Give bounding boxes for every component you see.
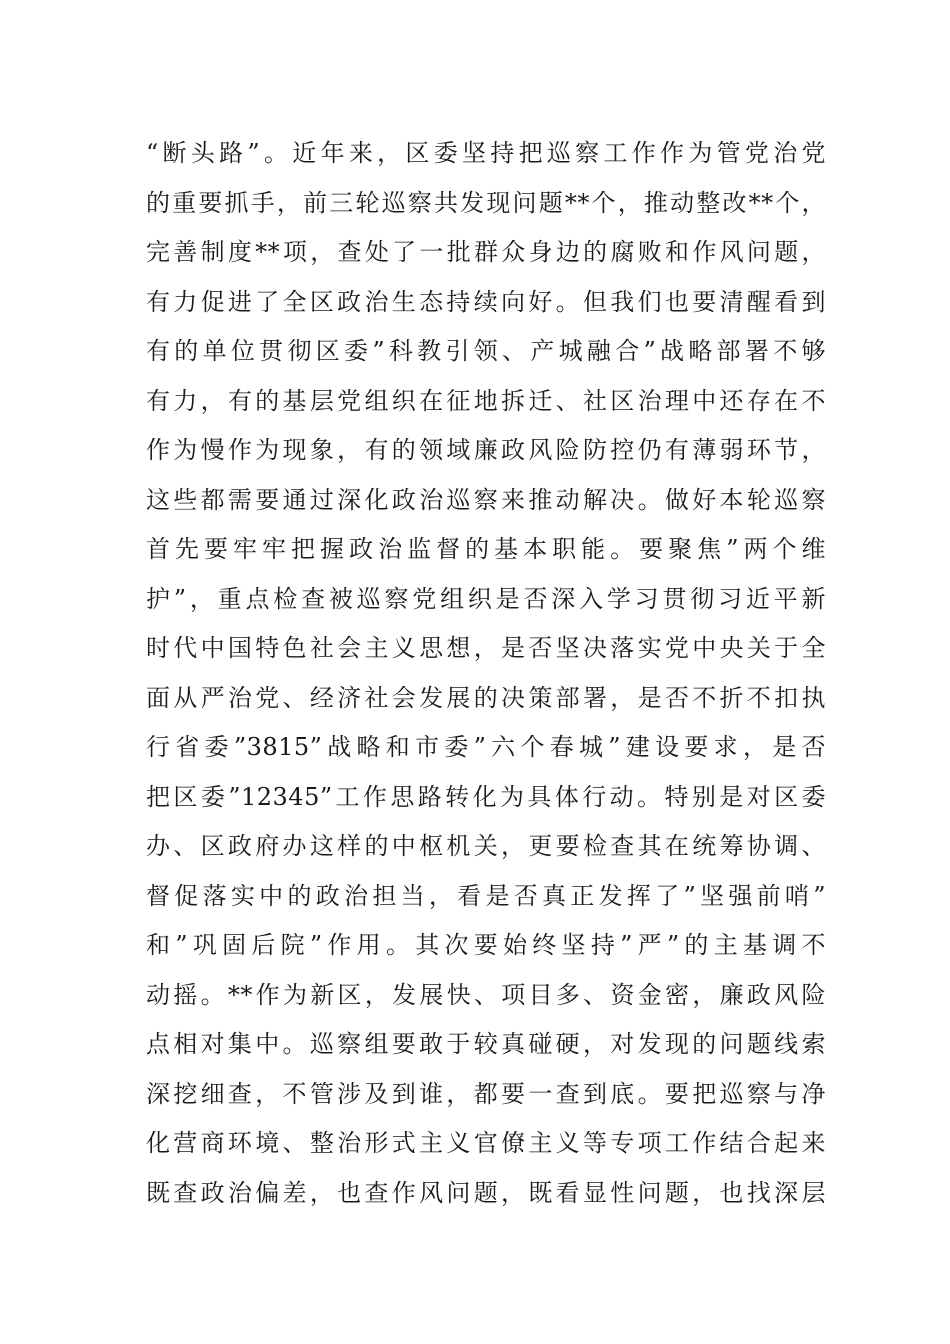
text-line: 化营商环境、整治形式主义官僚主义等专项工作结合起来 [146, 1129, 826, 1157]
text-line: 把区委”12345”工作思路转化为具体行动。特别是对区委 [146, 782, 826, 811]
text-line: “断头路”。近年来，区委坚持把巡察工作作为管党治党 [146, 139, 826, 167]
text-line: 和”巩固后院”作用。其次要始终坚持”严”的主基调不 [146, 931, 826, 959]
text-line: 动摇。**作为新区，发展快、项目多、资金密，廉政风险 [146, 980, 826, 1009]
text-line: 有力，有的基层党组织在征地拆迁、社区治理中还存在不 [146, 386, 826, 415]
text-line: 这些都需要通过深化政治巡察来推动解决。做好本轮巡察 [146, 485, 826, 514]
text-line: 行省委”3815”战略和市委”六个春城”建设要求，是否 [146, 733, 826, 761]
text-line: 办、区政府办这样的中枢机关，更要检查其在统筹协调、 [146, 832, 826, 860]
text-line: 首先要牢牢把握政治监督的基本职能。要聚焦”两个维 [146, 535, 826, 563]
text-line: 点相对集中。巡察组要敢于较真碰硬，对发现的问题线索 [146, 1030, 826, 1058]
text-line: 作为慢作为现象，有的领域廉政风险防控仍有薄弱环节， [146, 436, 826, 464]
text-line: 督促落实中的政治担当，看是否真正发挥了”坚强前哨” [146, 881, 826, 910]
body-text [146, 129, 826, 1218]
text-line: 有的单位贯彻区委”科教引领、产城融合”战略部署不够 [146, 337, 826, 365]
text-line: 有力促进了全区政治生态持续向好。但我们也要清醒看到 [146, 287, 826, 316]
text-line: 的重要抓手，前三轮巡察共发现问题**个，推动整改**个， [146, 188, 826, 217]
text-line: 护”，重点检查被巡察党组织是否深入学习贯彻习近平新 [146, 584, 826, 613]
text-line: 既查政治偏差，也查作风问题，既看显性问题，也找深层 [146, 1178, 826, 1207]
text-line: 完善制度**项，查处了一批群众身边的腐败和作风问题， [146, 238, 826, 266]
text-line: 时代中国特色社会主义思想，是否坚决落实党中央关于全 [146, 634, 826, 662]
text-line: 深挖细查，不管涉及到谁，都要一查到底。要把巡察与净 [146, 1079, 826, 1108]
text-line: 面从严治党、经济社会发展的决策部署，是否不折不扣执 [146, 683, 826, 712]
